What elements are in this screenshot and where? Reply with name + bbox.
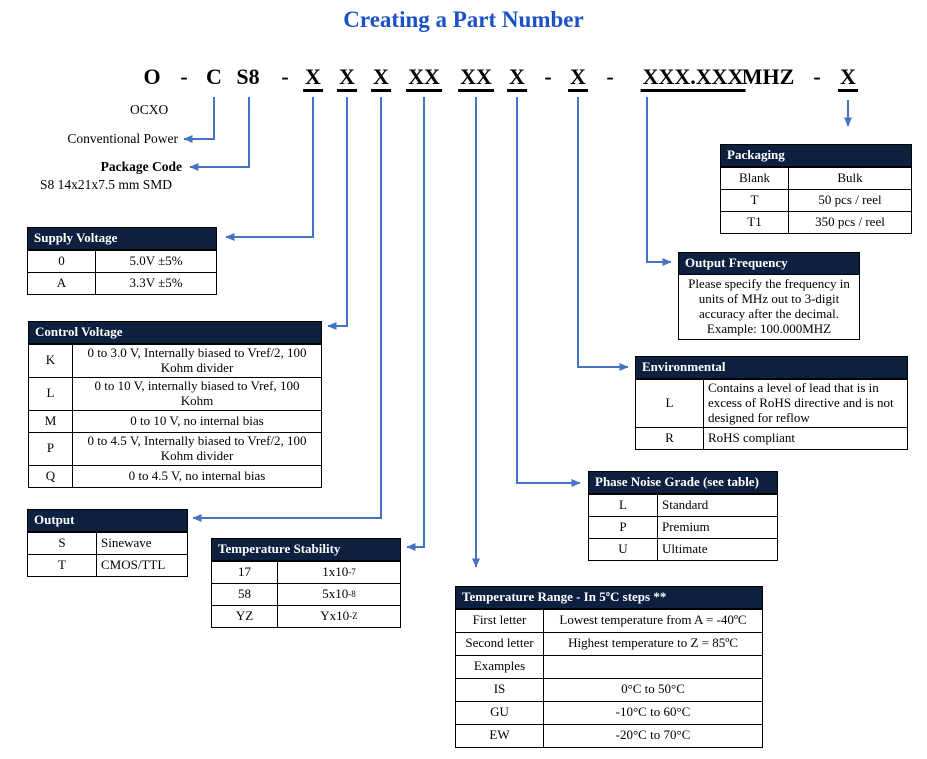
table-header: Supply Voltage [28, 228, 216, 250]
code-cell: T [28, 555, 97, 576]
pn-env-x: X [568, 65, 588, 92]
pn-packaging-x: X [838, 65, 858, 92]
table-row [28, 554, 187, 576]
code-cell: K [29, 345, 73, 377]
value-cell: 0 to 10 V, internally biased to Vref, 100 Kohm [94, 377, 300, 408]
value-cell: Bulk [837, 169, 863, 185]
value-cell: Highest temperature to Z = 85ºC [568, 635, 738, 651]
table-row [456, 724, 762, 747]
table-row [589, 494, 777, 516]
value-cell: 5.0V ±5% [129, 252, 183, 268]
table-row [456, 632, 762, 655]
code-cell: GU [456, 702, 544, 724]
code-cell: U [589, 539, 658, 560]
pn-range-xx: XX [458, 65, 494, 92]
value-cell: 350 pcs / reel [815, 213, 885, 229]
code-cell: IS [456, 679, 544, 701]
code-cell: P [589, 517, 658, 538]
table-row [721, 167, 911, 189]
pn-mhz-label: MHZ [741, 64, 795, 89]
value-cell: 1x10 -7 [322, 563, 356, 579]
table-row [456, 609, 762, 632]
pn-frequency-xxx: XXX.XXX [641, 65, 746, 92]
value-cell: Lowest temperature from A = -40ºC [559, 612, 747, 628]
value-cell: 5x10 -8 [322, 585, 356, 601]
table-row [589, 516, 777, 538]
table-row [29, 344, 321, 377]
pn-dash: - [180, 64, 188, 89]
output-frequency-box [678, 252, 860, 340]
table-row [212, 605, 400, 627]
output-frequency-note: Please specify the frequency in units of MHz out to 3-digit accuracy after the decimal. Example: 100.000MHZ [688, 275, 850, 336]
phase-noise-grade-table [588, 471, 778, 561]
code-cell: L [636, 380, 704, 427]
pn-dash: - [813, 64, 821, 89]
table-row [28, 532, 187, 554]
code-cell: L [29, 378, 73, 410]
pn-output-x: X [371, 65, 391, 92]
table-row [589, 538, 777, 560]
stability-base: Yx10 [320, 607, 350, 623]
code-cell: First letter [456, 610, 544, 632]
table-row [721, 211, 911, 233]
value-cell: 0 to 4.5 V, no internal bias [128, 467, 266, 483]
table-row [636, 379, 907, 427]
code-cell: P [29, 433, 73, 465]
value-cell: Contains a level of lead that is in excess of RoHS directive and is not designed for reflow [708, 379, 894, 425]
code-cell: S [28, 533, 97, 554]
value-cell: -20°C to 70°C [615, 727, 691, 743]
table-row [456, 655, 762, 678]
value-cell: Sinewave [101, 534, 152, 550]
code-cell: M [29, 411, 73, 432]
value-cell: CMOS/TTL [101, 556, 166, 572]
table-header: Temperature Range - In 5ºC steps ** [456, 587, 762, 609]
value-cell: 0°C to 50°C [621, 681, 685, 697]
table-header: Output [28, 510, 187, 532]
value-cell: Standard [662, 496, 709, 512]
table-row [456, 701, 762, 724]
code-cell: R [636, 428, 704, 449]
control-voltage-table [28, 321, 322, 488]
code-cell: 58 [212, 584, 278, 605]
code-cell: 17 [212, 562, 278, 583]
stability-base: 1x10 [322, 563, 349, 579]
temperature-stability-table [211, 538, 401, 628]
supply-voltage-table [27, 227, 217, 295]
pn-phase-x: X [507, 65, 527, 92]
pn-package-s8: S8 [236, 64, 260, 89]
pn-stability-xx: XX [406, 65, 442, 92]
pn-dash: - [544, 64, 552, 89]
code-cell: Blank [721, 168, 789, 189]
table-header: Packaging [721, 145, 911, 167]
value-cell: Premium [662, 518, 710, 534]
value-cell: 50 pcs / reel [818, 191, 882, 207]
code-cell: T1 [721, 212, 789, 233]
label-package-desc: S8 14x21x7.5 mm SMD [39, 177, 172, 192]
label-conventional-power: Conventional Power [67, 131, 178, 146]
value-cell: 0 to 10 V, no internal bias [130, 412, 264, 428]
pn-dash: - [606, 64, 614, 89]
label-ocxo: OCXO [130, 102, 169, 117]
value-cell [544, 656, 762, 678]
table-row [212, 583, 400, 605]
pn-dash: - [281, 64, 289, 89]
code-cell: 0 [28, 251, 96, 272]
table-row [721, 189, 911, 211]
table-header: Control Voltage [29, 322, 321, 344]
table-header: Environmental [636, 357, 907, 379]
code-cell: T [721, 190, 789, 211]
value-cell: Ultimate [662, 540, 708, 556]
table-row [456, 678, 762, 701]
table-row [28, 272, 216, 294]
pn-supply-x: X [303, 65, 323, 92]
value-cell: 0 to 4.5 V, Internally biased to Vref/2, 100 Kohm divider [87, 432, 307, 463]
code-cell: EW [456, 725, 544, 747]
code-cell: YZ [212, 606, 278, 627]
stability-base: 5x10 [322, 585, 349, 601]
table-row [29, 465, 321, 487]
label-package-code: Package Code [100, 159, 182, 174]
table-row [29, 377, 321, 410]
temperature-range-table [455, 586, 763, 748]
table-row [28, 250, 216, 272]
page-title: Creating a Part Number [343, 7, 584, 32]
pn-control-x: X [337, 65, 357, 92]
value-cell: Yx10 -Z [320, 607, 358, 623]
table-row [212, 561, 400, 583]
value-cell: 0 to 3.0 V, Internally biased to Vref/2, 100 Kohm divider [87, 344, 307, 375]
pn-power-c: C [206, 64, 222, 89]
code-cell: Second letter [456, 633, 544, 655]
output-table [27, 509, 188, 577]
table-header: Temperature Stability [212, 539, 400, 561]
code-cell: Examples [456, 656, 544, 678]
table-row [29, 432, 321, 465]
value-cell: -10°C to 60°C [615, 704, 691, 720]
code-cell: Q [29, 466, 73, 487]
table-header: Output Frequency [679, 253, 859, 275]
table-row [636, 427, 907, 449]
pn-prefix-o: O [143, 64, 161, 89]
table-row [29, 410, 321, 432]
environmental-table [635, 356, 908, 450]
value-cell: RoHS compliant [708, 429, 796, 445]
packaging-table [720, 144, 912, 234]
code-cell: A [28, 273, 96, 294]
value-cell: 3.3V ±5% [129, 274, 183, 290]
code-cell: L [589, 495, 658, 516]
table-header: Phase Noise Grade (see table) [589, 472, 777, 494]
